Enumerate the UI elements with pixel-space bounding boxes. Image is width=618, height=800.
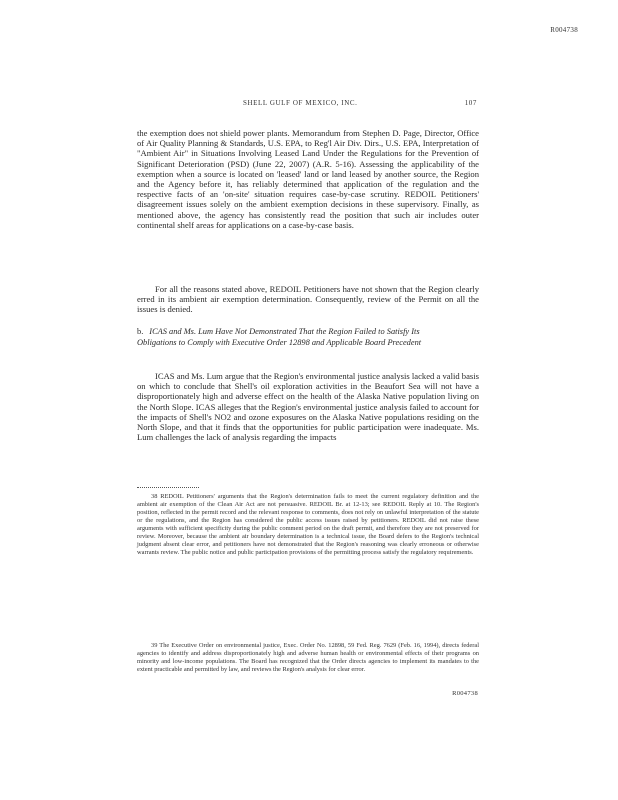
section-heading-text: ICAS and Ms. Lum Have Not Demonstrated That the Region Failed to Satisfy Its Obligations to Comply with Executive Order 12898 and Applicable Board Precedent [137,327,422,347]
body-paragraph: For all the reasons stated above, REDOIL Petitioners have not shown that the Region clearly erred in its ambient air exemption determination. Consequently, review of the Permit on all the issues is denied. [137,284,479,315]
footnote: 39 The Executive Order on environmental justice, Exec. Order No. 12898, 59 Fed. Reg. 7629 (Feb. 16, 1994), directs federal agencies to identify and address disproportionately high and adverse human health or environmental effects of their programs on minority and low-income populations. The Board has recognized that the Order directs agencies to implement its mandates to the extent practicable and permitted by law, and reviews the Region's analysis for clear error. [137,642,479,673]
footnote-separator [137,487,199,488]
bates-number-top: R004738 [550,26,578,34]
footnote: 38 REDOIL Petitioners' arguments that the Region's determination fails to meet the current regulatory definition and the ambient air exemption of the Clean Air Act are not persuasive. REDOIL Br. at 12-13; see REDOIL Reply at 10. The Region's position, reflected in the permit record and the relevant response to comments, does not rely on unlawful interpretation of the statute or the regulations, and the Region has considered the public access issues raised by petitioners. REDOIL did not raise these arguments with sufficient specificity during the public comment period on the draft permit, and therefore they are not preserved for review. Moreover, because the ambient air boundary determination is a technical issue, the Board defers to the Region's technical judgment absent clear error, and petitioners have not demonstrated that the Region's reasoning was clearly erroneous or otherwise warrants review. The public notice and public participation provisions of the permitting process satisfy the regulatory requirements. [137,493,479,556]
bates-number-bottom: R004738 [452,690,478,697]
running-head-title: SHELL GULF OF MEXICO, INC. [243,99,358,107]
body-paragraph: the exemption does not shield power plants. Memorandum from Stephen D. Page, Director, Office of Air Quality Planning & Standards, U.S. EPA, to Reg'l Air Div. Dirs., U.S. EPA, Interpretation of "Ambient Air" in Situations Involving Leased Land Under the Regulations for the Prevention of Significant Deterioration (PSD) (June 22, 2007) (A.R. 5-16). Assessing the applicability of the exemption when a source is located on 'leased' land or land leased by another source, the Region and the Agency before it, has reliably determined that application of the regulation and the respective facts of an 'on-site' situation requires case-by-case scrutiny. REDOIL Petitioners' disagreement issues solely on the ambient exemption decisions in these supervisory. Finally, as mentioned above, the agency has consistently read the position that such air includes outer continental shelf areas for applications on a case-by-case basis. [137,128,479,230]
body-paragraph: ICAS and Ms. Lum argue that the Region's environmental justice analysis lacked a valid basis on which to conclude that Shell's oil exploration activities in the Beaufort Sea will not have a disproportionately high and adverse effect on the health of the Alaska Native population living on the North Slope. ICAS alleges that the Region's environmental justice analysis failed to account for the impacts of Shell's NO2 and ozone exposures on the Alaska Native populations residing on the North Slope, and that it finds that the opportunities for public participation were inadequate. Ms. Lum challenges the lack of analysis regarding the impacts [137,371,479,443]
section-heading-number: b. [137,327,144,336]
section-heading [137,327,447,348]
page-number: 107 [464,99,477,107]
